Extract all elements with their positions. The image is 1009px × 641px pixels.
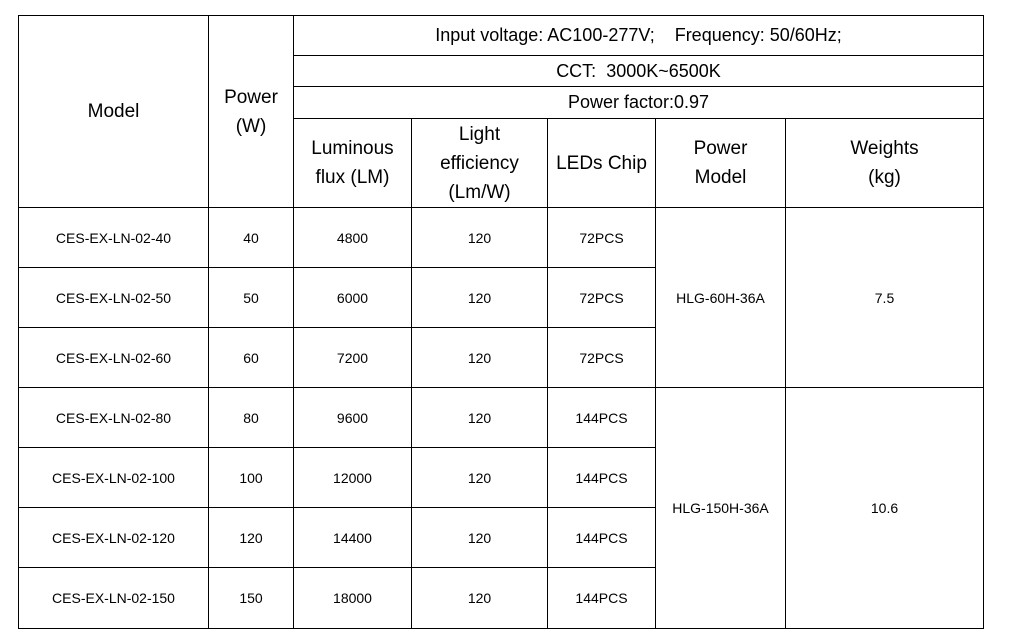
- header-model: Model: [19, 16, 209, 208]
- cell-chip: 144PCS: [548, 388, 656, 448]
- cell-flux: 6000: [294, 268, 412, 328]
- cell-flux: 14400: [294, 508, 412, 568]
- cell-power: 100: [209, 448, 294, 508]
- header-light-efficiency-line2: efficiency: [440, 152, 519, 174]
- cell-power-model: HLG-60H-36A: [656, 208, 786, 388]
- cell-power: 40: [209, 208, 294, 268]
- cell-power-model: HLG-150H-36A: [656, 388, 786, 629]
- cell-flux: 18000: [294, 568, 412, 629]
- header-power-model-line1: Power: [693, 138, 748, 159]
- cell-efficiency: 120: [412, 448, 548, 508]
- header-weights-line1: Weights: [850, 138, 919, 159]
- cell-efficiency: 120: [412, 508, 548, 568]
- cell-chip: 144PCS: [548, 508, 656, 568]
- header-power: [209, 16, 294, 208]
- cell-model: CES-EX-LN-02-50: [19, 268, 209, 328]
- header-leds-chip: LEDs Chip: [548, 119, 656, 208]
- table-row: [19, 208, 984, 268]
- cell-flux: 12000: [294, 448, 412, 508]
- header-weights: [786, 119, 984, 208]
- cell-efficiency: 120: [412, 268, 548, 328]
- header-luminous-flux-line2: flux (LM): [315, 167, 390, 188]
- cell-model: CES-EX-LN-02-120: [19, 508, 209, 568]
- header-power-line1: Power: [224, 86, 278, 108]
- cell-weight: 10.6: [786, 388, 984, 629]
- cell-flux: 7200: [294, 328, 412, 388]
- header-light-efficiency-line1: Light: [458, 123, 501, 145]
- cell-flux: 9600: [294, 388, 412, 448]
- cell-power: 60: [209, 328, 294, 388]
- cell-chip: 72PCS: [548, 208, 656, 268]
- cell-model: CES-EX-LN-02-80: [19, 388, 209, 448]
- cell-chip: 72PCS: [548, 268, 656, 328]
- cell-power: 80: [209, 388, 294, 448]
- cell-power: 50: [209, 268, 294, 328]
- cell-efficiency: 120: [412, 328, 548, 388]
- header-power-factor: Power factor:0.97: [294, 87, 984, 119]
- cell-efficiency: 120: [412, 208, 548, 268]
- spec-table: [18, 15, 984, 629]
- cell-chip: 144PCS: [548, 568, 656, 629]
- header-weights-line2: (kg): [868, 167, 901, 188]
- header-light-efficiency: [412, 119, 548, 208]
- cell-model: CES-EX-LN-02-100: [19, 448, 209, 508]
- cell-power: 120: [209, 508, 294, 568]
- header-power-model: [656, 119, 786, 208]
- table-row: [19, 388, 984, 448]
- header-luminous-flux: [294, 119, 412, 208]
- header-cct: CCT: 3000K~6500K: [294, 56, 984, 87]
- header-power-line2: (W): [235, 115, 267, 137]
- cell-chip: 144PCS: [548, 448, 656, 508]
- cell-efficiency: 120: [412, 388, 548, 448]
- cell-model: CES-EX-LN-02-60: [19, 328, 209, 388]
- cell-weight: 7.5: [786, 208, 984, 388]
- cell-efficiency: 120: [412, 568, 548, 629]
- cell-model: CES-EX-LN-02-40: [19, 208, 209, 268]
- cell-chip: 72PCS: [548, 328, 656, 388]
- header-input-voltage: Input voltage: AC100-277V; Frequency: 50/60Hz;: [294, 16, 984, 56]
- cell-flux: 4800: [294, 208, 412, 268]
- header-power-model-line2: Model: [694, 167, 747, 188]
- header-light-efficiency-line3: (Lm/W): [448, 181, 511, 203]
- header-luminous-flux-line1: Luminous: [311, 138, 394, 159]
- cell-model: CES-EX-LN-02-150: [19, 568, 209, 629]
- cell-power: 150: [209, 568, 294, 629]
